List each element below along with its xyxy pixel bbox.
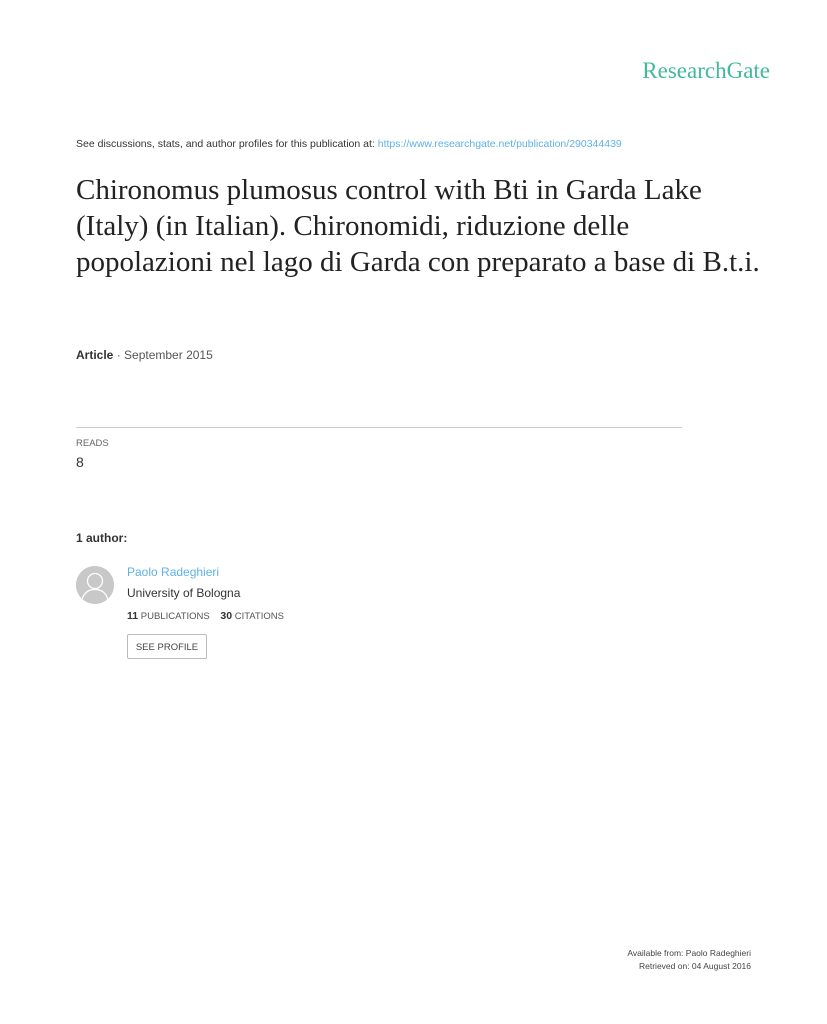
publications-count: 11 [127,610,139,622]
author-affiliation: University of Bologna [127,586,241,600]
publication-date: September 2015 [124,348,213,362]
meta-separator: · [113,348,125,362]
reads-label: READS [76,438,109,449]
retrieval-footer [560,947,751,973]
authors-heading: 1 author: [76,531,128,545]
author-name-link[interactable]: Paolo Radeghieri [127,565,220,579]
section-divider [76,427,682,428]
retrieved-on: Retrieved on: 04 August 2016 [639,961,751,971]
publication-title: Chironomus plumosus control with Bti in Garda Lake (Italy) (in Italian). Chironomidi, riduzione delle popolazioni nel lago di Garda con preparato a base di B.t.i. [76,174,760,278]
researchgate-logo[interactable]: ResearchGate [642,58,770,83]
available-from: Available from: Paolo Radeghieri [627,948,751,958]
publication-link[interactable]: https://www.researchgate.net/publication/290344439 [377,138,622,150]
discussion-line [76,138,622,150]
publication-meta [76,348,213,362]
citations-count: 30 [220,610,233,622]
publications-label: PUBLICATIONS [140,611,210,622]
person-silhouette-icon [76,566,114,604]
author-stats [127,610,284,622]
see-profile-button[interactable]: SEE PROFILE [127,634,207,659]
author-avatar-icon[interactable] [76,566,114,604]
reads-count: 8 [76,454,84,470]
discussion-text: See discussions, stats, and author profiles for this publication at: [76,138,378,150]
citations-label: CITATIONS [234,611,284,622]
publication-type: Article [76,348,114,362]
